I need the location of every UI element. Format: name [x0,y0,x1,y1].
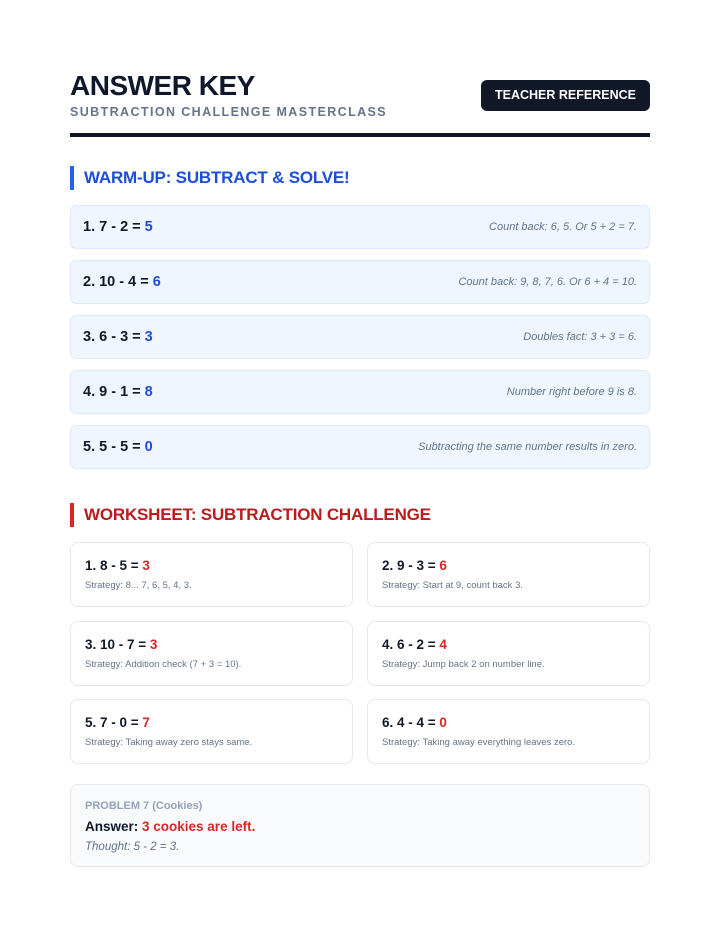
answer-value: 6 [152,274,161,290]
question-text: 3. 6 - 3 = [83,329,145,345]
problem-7-thought: Thought: 5 - 2 = 3. [85,841,180,853]
worksheet-strategy: Strategy: Addition check (7 + 3 = 10). [85,659,242,670]
warmup-note: Count back: 6, 5. Or 5 + 2 = 7. [489,221,637,233]
answer-value: 6 [439,558,447,573]
question-text: 1. 7 - 2 = [83,219,145,235]
answer-value: 0 [439,715,447,730]
answer-value: 7 [142,715,150,730]
worksheet-strategy: Strategy: 8... 7, 6, 5, 4, 3. [85,580,192,591]
warmup-row [70,205,650,249]
worksheet-card [367,699,650,764]
question-text: 1. 8 - 5 = [85,558,143,573]
worksheet-question [85,557,150,575]
worksheet-strategy: Strategy: Jump back 2 on number line. [382,659,545,670]
answer-value: 0 [144,439,153,455]
warmup-row [70,260,650,304]
worksheet-strategy: Strategy: Taking away everything leaves zero. [382,737,576,748]
teacher-reference-badge: TEACHER REFERENCE [481,80,650,111]
problem-7-answer [85,818,255,836]
worksheet-question [85,714,150,732]
warmup-question [83,206,153,248]
worksheet-heading: WORKSHEET: SUBTRACTION CHALLENGE [70,503,431,527]
warmup-question [83,426,153,468]
question-text: 5. 7 - 0 = [85,715,143,730]
question-text: 5. 5 - 5 = [83,439,145,455]
warmup-row [70,425,650,469]
worksheet-question [85,636,157,654]
worksheet-card [367,542,650,607]
answer-value: 3 [144,329,153,345]
question-text: 2. 10 - 4 = [83,274,153,290]
worksheet-card [70,699,353,764]
warmup-note: Count back: 9, 8, 7, 6. Or 6 + 4 = 10. [458,276,637,288]
answer-value: 8 [144,384,153,400]
warmup-question [83,261,161,303]
warmup-heading: WARM-UP: SUBTRACT & SOLVE! [70,166,350,190]
warmup-question [83,316,153,358]
page-header [70,70,650,130]
answer-value: 3 [149,637,158,652]
answer-value: 4 [439,637,447,652]
question-text: 4. 9 - 1 = [83,384,145,400]
worksheet-strategy: Strategy: Start at 9, count back 3. [382,580,523,591]
worksheet-question [382,557,447,575]
warmup-list [70,205,650,480]
worksheet-strategy: Strategy: Taking away zero stays same. [85,737,253,748]
answer-value: 3 [142,558,150,573]
question-text: 4. 6 - 2 = [382,637,440,652]
worksheet-card [70,621,353,686]
question-text: 2. 9 - 3 = [382,558,440,573]
page-title: ANSWER KEY [70,70,255,101]
answer-label: Answer: [85,819,143,834]
answer-value: 3 cookies are left. [142,819,256,834]
warmup-row [70,315,650,359]
question-text: 6. 4 - 4 = [382,715,440,730]
warmup-row [70,370,650,414]
worksheet-card [367,621,650,686]
warmup-note: Number right before 9 is 8. [506,386,637,398]
warmup-note: Subtracting the same number results in zero. [418,441,637,453]
worksheet-question [382,636,447,654]
answer-value: 5 [144,219,153,235]
warmup-question [83,371,153,413]
question-text: 3. 10 - 7 = [85,637,150,652]
header-divider [70,133,650,137]
page-subtitle: SUBTRACTION CHALLENGE MASTERCLASS [70,105,388,119]
worksheet-question [382,714,447,732]
problem-7-card [70,784,650,867]
problem-7-label: PROBLEM 7 (Cookies) [85,800,203,812]
worksheet-card [70,542,353,607]
warmup-note: Doubles fact: 3 + 3 = 6. [523,331,637,343]
